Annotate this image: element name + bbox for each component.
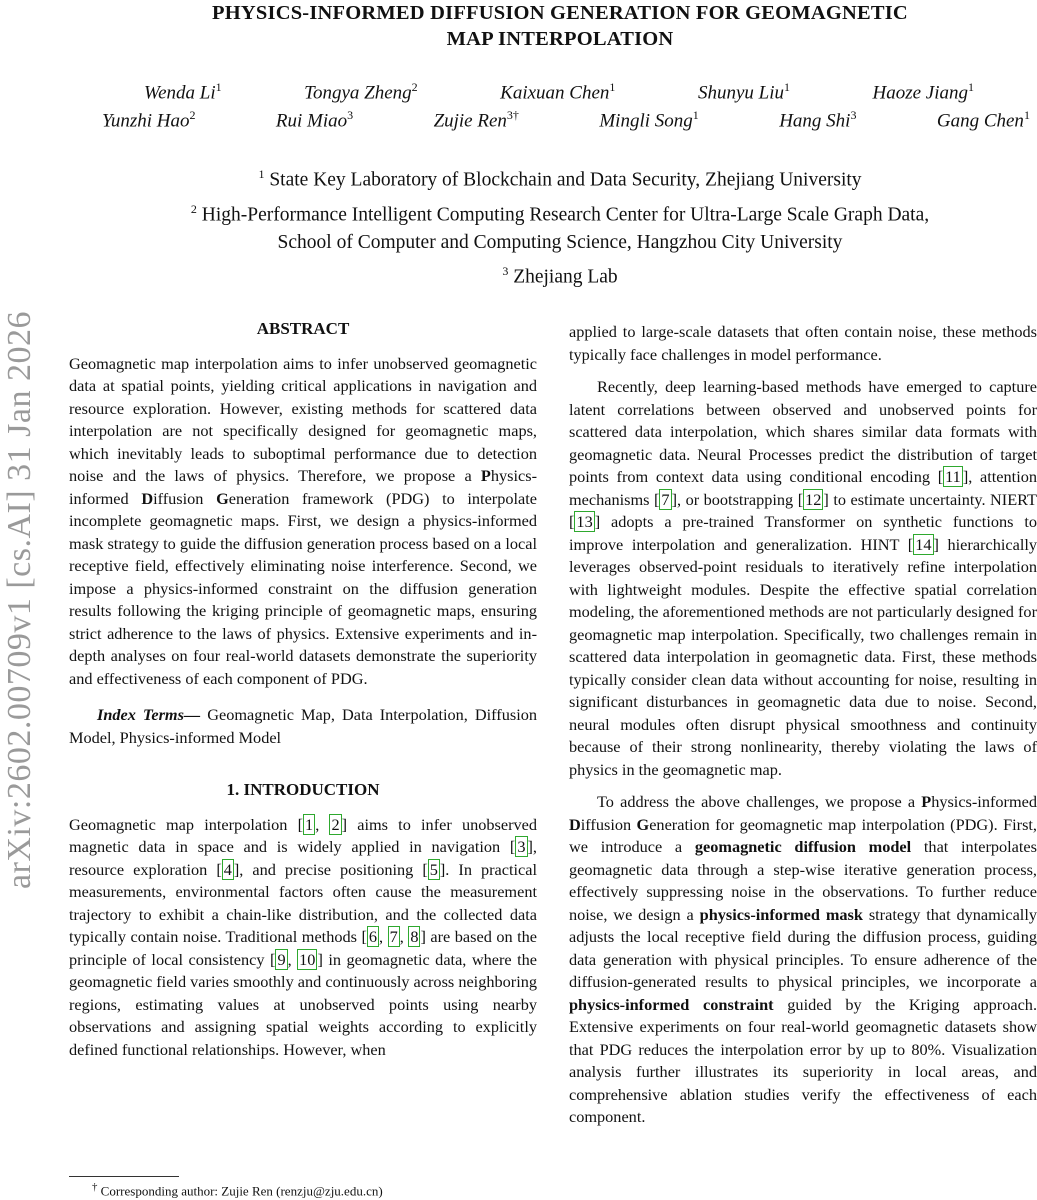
author-row-1: [60, 80, 1037, 104]
arxiv-identifier-stamp: [2, 240, 38, 960]
affiliation-2: $^2$ High-Performance Intelligent Computing Research Center for Ultra-Large Scale Graph Data,: [190, 201, 930, 225]
footnote-divider: [69, 1176, 179, 1177]
affiliation-1: $^1$ State Key Laboratory of Blockchain and Data Security, Zhejiang University: [258, 167, 862, 191]
citation-link[interactable]: 10: [299, 949, 316, 969]
citation-link[interactable]: 4: [223, 859, 232, 879]
author: Shunyu Liu$^1$: [697, 80, 790, 104]
author: Tongya Zheng$^2$: [304, 80, 418, 104]
author: Yunzhi Hao$^2$: [102, 108, 196, 132]
author: Haoze Jiang$^1$: [872, 80, 974, 104]
author-list: [60, 80, 1037, 137]
author: Wenda Li$^1$: [144, 80, 222, 104]
introduction-heading: 1. INTRODUCTION: [226, 780, 380, 799]
right-column: [569, 321, 1037, 1129]
author: Gang Chen$^1$: [936, 108, 1030, 132]
abstract-text: Geomagnetic map interpolation aims to infer unobserved geomagnetic data at spatial points, yielding critical applications in navigation and resource exploration. However, existing methods for scattered data interpolation are not specifically designed for geomagnetic maps, which inevitably leads to suboptimal performance due to detection noise and the laws of physics. Therefore, we propose a Physics-informed Diffusion Generation framework (PDG) to interpolate incomplete geomagnetic maps. First, we design a physics-informed mask strategy to guide the diffusion generation process based on a local receptive field, effectively eliminating noise interference. Second, we impose a physics-informed constraint on the diffusion generation results following the kriging principle of geomagnetic maps, ensuring strict adherence to the laws of physics. Extensive experiments and in-depth analyses on four real-world datasets demonstrate the superiority and effectiveness of each component of PDG.: [69, 353, 538, 688]
author: Rui Miao$^3$: [275, 108, 354, 132]
citation-link[interactable]: 14: [915, 534, 932, 554]
citation-link[interactable]: 5: [429, 859, 438, 879]
citation-link[interactable]: 11: [945, 467, 961, 486]
abstract-heading: ABSTRACT: [256, 319, 350, 338]
author: Mingli Song$^1$: [599, 108, 699, 132]
author: Kaixuan Chen$^1$: [500, 80, 616, 104]
intro-paragraph-1: Geomagnetic map interpolation [ 1 , 2 ] aims to infer unobserved magnetic data in space and is widely applied in navigation [ 3 ], resource exploration [ 4 ], and precise positioning [ 5 ]. In practical measurements, environmental factors often cause the measurement trajectory to exhibit a chain-like distribution, and the collected data typically contain noise. Traditional methods [ 6 , 7 , 8 ] are based on the principle of local consistency [ 9 , 10 ] in geomagnetic data, where the geomagnetic field varies smoothly and continuously across neighboring regions, estimating values at unobserved points using nearby observations and assigning spatial weights according to explicitly defined functional relationships. However, when: [69, 814, 538, 1059]
citation-link[interactable]: 1: [305, 814, 314, 834]
footnote: † Corresponding author: Zujie Ren (renzju@zju.edu.cn): [92, 1181, 383, 1199]
title-line-1: PHYSICS-INFORMED DIFFUSION GENERATION FOR GEOMAGNETIC: [212, 2, 908, 24]
affiliation-2-cont: School of Computer and Computing Science, Hangzhou City University: [277, 232, 843, 253]
author-row-2: [60, 108, 1037, 132]
citation-link[interactable]: 3: [517, 837, 526, 856]
citation-link[interactable]: 9: [277, 949, 286, 969]
index-terms: Index Terms— Geomagnetic Map, Data Interpolation, Diffusion Model, Physics-informed Model: [69, 705, 538, 747]
paper-title: [80, 0, 1037, 52]
affiliation-3: $^3$ Zhejiang Lab: [502, 264, 618, 288]
arxiv-id-text: arXiv:2602.00709v1 [cs.AI] 31 Jan 2026: [1, 310, 38, 890]
citation-link[interactable]: 7: [389, 927, 398, 946]
citation-link[interactable]: 2: [331, 814, 340, 834]
title-line-2: MAP INTERPOLATION: [446, 28, 674, 50]
intro-paragraph-3: To address the above challenges, we propose a Physics-informed Diffusion Generation for geomagnetic map interpolation (PDG). First, we introduce a geomagnetic diffusion model that interpolates geomagnetic data through a step-wise iterative generation process, effectively suppressing noise in the observations. To further reduce noise, we design a physics-informed mask strategy that dynamically adjusts the local receptive field during the diffusion process, guiding data generation with physical principles. To ensure adherence of the diffusion-generated results to physical principles, we incorporate a physics-informed constraint guided by the Kriging approach. Extensive experiments on four real-world geomagnetic datasets show that PDG reduces the interpolation error by up to 80%. Visualization analysis further illustrates its superiority in local areas, and comprehensive ablation studies verify the effectiveness of each component.: [569, 792, 1037, 1126]
author: Zujie Ren$^{3\dagger}$: [433, 108, 519, 132]
left-column: [69, 318, 537, 1061]
citation-link[interactable]: 13: [576, 512, 593, 531]
intro-paragraph-2: Recently, deep learning-based methods have emerged to capture latent correlations between observed and unobserved points for scattered data interpolation, which shares similar data formats with geomagnetic data. Neural Processes predict the distribution of target points from context data using conditional encoding [ 11 ], attention mechanisms [ 7 ], or bootstrapping [ 12 ] to estimate uncertainty. NIERT [ 13 ] adopts a pre-trained Transformer on synthetic functions to improve interpolation and generalization. HINT [ 14 ] hierarchically leverages observed-point residuals to iteratively refine interpolation with lightweight modules. Despite the effective spatial correlation modeling, the aforementioned methods are not particularly designed for geomagnetic map interpolation. Specifically, two challenges remain in scattered data interpolation in geomagnetic data. First, these methods typically consider clean data without accounting for noise, resulting in significant disturbances in geomagnetic data due to noise. Second, neural modules often disrupt physical smoothness and continuity because of their strong nonlinearity, thereby violating the laws of physics in the geomagnetic map.: [569, 377, 1037, 779]
citation-link[interactable]: 7: [661, 489, 670, 509]
affiliations: [60, 160, 1037, 292]
intro-paragraph-1-continued: applied to large-scale datasets that often contain noise, these methods typically face challenges in model performance.: [569, 322, 1037, 364]
citation-link[interactable]: 12: [805, 489, 822, 509]
author: Hang Shi$^3$: [779, 108, 857, 132]
citation-link[interactable]: 6: [368, 927, 378, 946]
citation-link[interactable]: 8: [410, 927, 419, 946]
